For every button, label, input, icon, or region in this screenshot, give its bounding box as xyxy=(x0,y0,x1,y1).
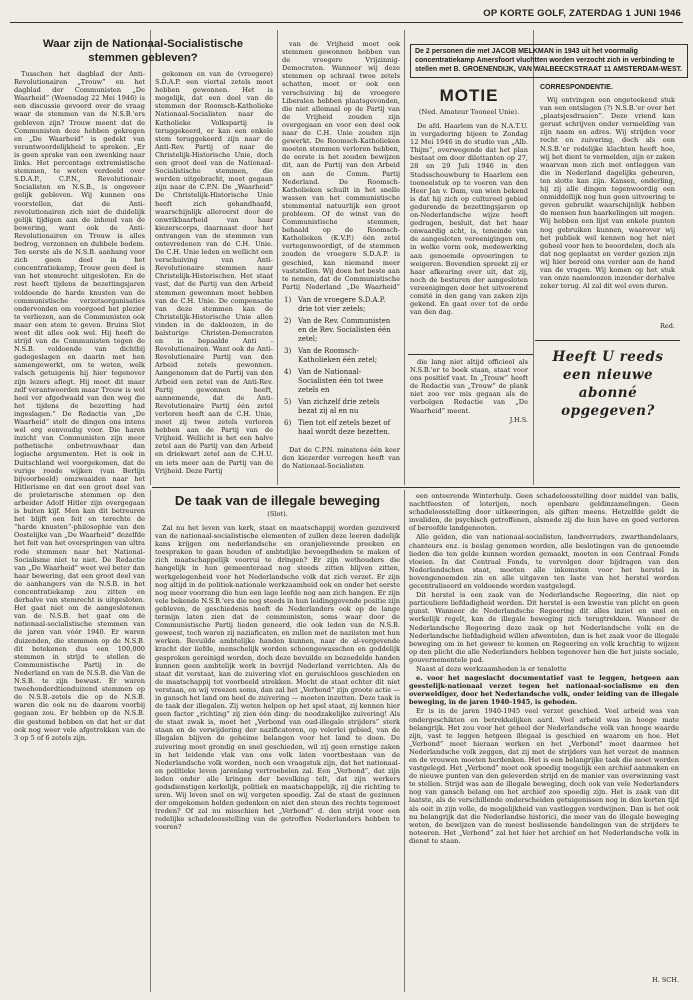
illegal-article-title: De taak van de illegale beweging xyxy=(174,493,381,508)
nsb-seat-list xyxy=(284,296,400,440)
illegal-article-sign xyxy=(409,976,679,985)
illegal-article-rule xyxy=(152,487,680,488)
nsb-article-column-1 xyxy=(14,70,145,988)
illegal-column-2-text: Dit herstel is een zaak van de Nederlandsche Regeering, die niet op particuliere liefdadigheid worden. Dit herstel is een kwestie van plicht en geen gunst. Wanneer de Nederlandsche Regeering dit alles inziet en snel en werkelijk regelt, kan de illegale beweging zich terugtrekken. Wanneer de Nederlandsche Regeering deze zaak op het Nederlandsche volk en de Nederlandsche liefdadigheid willen afwentelen, dan is het zaak voor de illegale beweging om in het geweer te komen en Regeering en volk krachtig te wijzen op den plicht die alle Nederlanders hebben tegenover hen die het juiste sociale, gouvernementele pad. xyxy=(409,591,679,664)
column-divider xyxy=(150,30,151,485)
illegal-column-2-text: Naast al deze werkzaamheden is er tenslotte xyxy=(416,664,567,673)
nsb-continuation-sign: J.H.S. xyxy=(509,415,528,424)
motie-subtitle-text: (Ned. Amateur Tooneel Unie). xyxy=(418,108,520,116)
nsb-column-3-end-text: Dat de C.P.N. minstens één keer den kiezerder verregen heeft van de Nationaal-Socialisten xyxy=(282,446,400,471)
nsb-seat-item: 5) Van zichzelf drie zetels bezat zij al en nu xyxy=(284,398,380,415)
illegal-article-column-1 xyxy=(155,524,400,990)
illegal-column-2-text: Alle geïden, die van nationaal-socialisten, landverraders, zwarthandelaars, chanteurs enz. is beslag genomen worden, alle beslotingen van de genoemde lieden die ten gelde kunnen worden gemaakt, moeten in een Centraal Fonds vloeien. In dat Centraal Fonds, te vervolgen door bijdragen van den Nederlandschen staat, moeten alle inkomsten voor het herstel in bovengenoemden zin en alle uitgaven ten laste van het herstel worden gecentraliseerd en voldoende worden vastgelegd. xyxy=(409,533,679,591)
column-divider xyxy=(533,30,534,485)
correspondence-sign xyxy=(540,322,675,331)
motie-title: MOTIE xyxy=(439,86,499,105)
nsb-seat-item: 2) Van de Rev. Communisten en de Rev. Socialisten één zetel; xyxy=(284,317,391,343)
illegal-sign-text: H. SCH. xyxy=(652,976,679,984)
correspondence-body-text: Wij ontvingen een ongeteekend stuk van een ontslagen (?) N.S.B.'er over het „plaatsjesdraaien”. Deze vriend kan gerust schrijven onder vermelding van zijn naam en adres. Wij strijden voor recht en zuivering, doch als een N.S.B.'er redelijke klachten heeft hoe, wij het dient te vermelden, zijn er zaken waarvan men zich met ontleggen van die in Nederland dagelijks gebeuren, ten slotte kan zijn. Kansen, onderling, hij zij alle dingen tegenwoordig een onmiddellijk nog hun geen uitvoering te geven gebruikt waarschijnlijk hebben de mensen hun haarkelingen uit mogen. Wij hebben een lijst van enkele punten nog gebruiken kunnen, waarover wij het publiek wel kennen nog het niet geheel voor hen te beoordelen, doch als dat nog geplaatst en verder gezien zijn wij hier bereid ons verder aan de hand van de vragen. Wij komen op het stuk van onze naamloozen inzender derhalve zeker terug. Al zal dit wel even duren. xyxy=(540,96,675,291)
nsb-column-3-text: van de Vrijheid moet ook stemmen gewonnen hebben van de vroegere Vrijzinnig-Democraten. Wanneer wij deze stemmen op schraal twee zetels schatten, moet er ook een verschuiving bij de vroegere Liberalen hebben plaatsgevonden, die niet allemaal op de Partij van de Vrijheid zouden zijn overgegaan en voor een deel ook naar de C.H. Unie zouden zijn gewerkt. De Roomsch-Katholieken moeten stemmen verloren hebben, de eerste is het zouden bewijzen dit, aan de Partij van den Arbeid en aan de Comm. Partij Nederland. De Roomsch-Katholieken schuilt in het snelle wassen van het communistische stemmental natuurlijk een groot probleem. Of de winst van de Communistische stemmen, behaald op de Roomsch-Katholieken (K.V.P.) één zetel vertegenwoordigt, of de stemmen zouden de vroegere S.D.A.P. is geschied, kan niemand meer vaststellen. Wij doen het beste aan te nemen, dat de Communistische Partij Nederland „De Waarheid” xyxy=(282,40,400,290)
correspondence-body xyxy=(540,96,675,320)
ad-line: een nieuwe xyxy=(562,367,654,383)
correspondence-sign-text: Red. xyxy=(660,322,675,330)
nsb-seat-item: 1) Van de vroegere S.D.A.P. drie tot vier zetels; xyxy=(284,296,386,313)
nsb-article-column-2 xyxy=(155,70,273,482)
nsb-article-column-3 xyxy=(282,40,400,290)
nsb-title-line-2: stemmen gebleven? xyxy=(88,52,198,64)
nsb-column-2-text: gekomen en van de (vroegere) S.D.A.P. een viertal zetels moet hebben gewonnen. Het is mogelijk, dat een deel van de stemmen der Roomsch-Katholieke Nationaal-Socialisten naar de Katholieke Volkspartij is teruggekeerd, er kan een enkele stem teruggekeerd zijn naar de Anti-Rev. Partij of naar de Christelijk-Historische Unie, doch een groot deel van de Nationaal-Socialistische stemmen, die werden uitgebracht, moet gegaan zijn naar de C.P.N. De „Waarheid” De Christelijk-Historische Unie heeft zich gehandhaafd, waarschijnlijk allereerst door de onwrikbaarheid van haar kiezerscorps, daarnaast door het ontvangen van de stemmen van ontevredenen van de C.H. Unie. De C.H. Unie leden en wellicht een verschuiving van Anti-Revolutionaire stemmen naar Christelijk-Historischen. Het staat vast, dat de Partij van den Arbeid stemmen gewonnen moet hebben van de C.H. Unie. De compensatie van deze stemmen kan de Christelijk-Historische Unie allen vinden in de dakloozen, in de balsturige Christen-Democraten en in bepaalde Anti - Revolutionairen. Want ook de Anti-Revolutionaire Partij van den Arbeid zetels gewonnen. Aangenomen dat de Partij van den Arbeid een zetel van de Anti-Rev. Partij gewonnen heeft, aannemende, dat de Anti-Revolutionaire Partij één zetel verloren heeft aan de C.H. Unie, moet zij twee zetels verloren hebben aan de Partij van de Vrijheid. Wellicht is het een halve zetel aan de Partij van den Arbeid en driekwart zetel aan de C.H.U. en iets meer aan de Partij van de Vrijheid. Deze Partij xyxy=(155,70,273,475)
header-rule xyxy=(10,22,683,23)
page-header: OP KORTE GOLF, ZATERDAG 1 JUNI 1946 xyxy=(483,8,681,19)
illegal-column-1-text: Zal nu het leven van kerk, staat en maatschappij worden gezuiverd van de nationaal-socialistische elementen of zullen deze leeren dadelijk kans krijgen om nederlandsche en oranjelievende preeken en toespraken te gaan houden of ambtelijke bevoegdheden te maken of zich maatschappelijk voorrui te dringen? Er zijn wethouders die hangelijk in hun gemeenteraad nog steeds zitten blijven zitten, werkgelegenheid voor het Nederlandsche volk dat zich verzet. Er zijn nog altijd in de politiek-nationale werkzaamheid ook en onder het eerste nog meer voorrang die hun een lage leefde nog aan zich hangen. Er zijn vele bekende N.S.B.'ers die nog steeds in hun leidinggevende positie zijn gebleven, de geschiedenis heeft de Nederlanders ook op de lange termijn laten zien dat de communisten, soms waar door de Communistische Partij lieden geneerd, die ook leden van de N.S.B. geweest, toch waren zij naziaficaten, en zullen met de naziisten met hun werken. Bevuilde ambtelijke handen kunnen, naar de al-vergevende kracht der liefde, menschelijk worden schoongewasschen en goddelijk gesproken gereinigd worden, doch deze bevuilde en bezoedelde handen kunnen geen ambtelijk werk in bevrijd Nederland verrichten. Als de staat dit verstaat, kan de zuivering vlot en geruischloos geschieden en de maatschappij tot voorbeeld strekken. Mocht de staat echter dit niet verstaan, en wij vreezen soms, dan zal het „Verbond” zijn groote actie — in gansch het land om heel de zuivering — moeten inzetten. Deze taak is de taak der illegalen. Zij weten helpen op het spel staat, zij kennen hier geen factor „richting” zij zien één ding: de noodzakelijke zuivering! Als de staat zwak is, moet het „Verbond van oud-illegale strijders” sterk staan en de verwijdering der nazificatoren, op velerlei gebied, van de illegalen blijven de geheime belangen voor het land te doen. De zuivering moet grondig en snel geschieden, wil zij geen ernstige zaken in het leidende vlak van ons volk laten voortbestaan van de Nederlandsche volk worden, noch een vraagstuk zijn, dat het nationaal- en politieke leven jarenlang vertroebelen zal. Een „Verbond”, dat zijn leden onder alle kringen der bevolking telt, dat zijn werkers godsdienstigen kerkelijk, politiek en maatschappelijk, zij die richting te uren. Wij leven snel en wij vergeten spoedig. Zal de staat de gezinnen der omgekomen helden gedenken en niet den steun des rechts tegemoet treden? Of zal nu misschien het „Verbond” d. den strijd voor een redelijke schadeloosstelling van de getroffen Nederlanders hebben te voeren? xyxy=(155,524,400,832)
nsb-seat-item: 4) Van de Nationaal-Socialisten één tot twee zetels en xyxy=(284,368,384,394)
illegal-article-subtitle xyxy=(155,510,400,519)
motie-rule-bottom xyxy=(408,354,533,355)
column-divider xyxy=(277,30,278,485)
nsb-article-continuation xyxy=(410,358,528,458)
nsb-seat-item: 6) Tien tot elf zetels bezet of haal wordt deze bezetten. xyxy=(284,419,391,436)
ad-line: opgegeven? xyxy=(561,403,655,419)
nsb-column-1-text: Tusschen het dagblad der Anti-Revolutionairen „Trouw” en het dagblad der Communisten „De Waarheid” (Woensdag 22 Mei 1946) is een discussie gevoerd over de vraag waar de stemmen van de N.S.B.'ers gebleven zijn? Trouw meent dat de Communisten deze hebben gekregen en „De Waarheid” is gedekt van verantwoordelijkheid te spreken. „Er is geen sprake van een zwenking naar links. Het percentage extremistische stemmen, te weten verdeeld over S.D.A.P., C.P.N., Revolutionair-Socialisten en N.S.B., is ongeveer gelijk gebleven. Wij kunnen ons voorstellen, dat de Anti-revolutionairen zich niet de duidelijk gelijk tijdigen aan de inhoud van de bewering, want ook de Anti-Revolutionairen en Trouw is alles bedrog, verzonnen en dubbele bodem. Ten eerste als de N.S.B. aanhang voor zich geen deel in het concentratiekamp, Trouw geen deel is van het stemrecht uitgesloten. En de rest heeft tijdens de bezettingsjaren voldoende de harde knusten van de communistische verzetsorganisaties ondervonden om voorgoed het plezier te verliezen, aan de Communisten ook maar een stem te geven. Bruins Slot weet dit alles ook wel. Hij heeft de strijd van de Communisten tegen de N.S.B. voldoende van dichtbij gadegeslagen en daarin met hen samengewerkt, om te weten, welk valsch getuigenis hij hier tegenover zijn lezers aflegt. Hij moet dit maar zelf verantwoorden maar Trouw is wel heel ver afgedwaald van den weg die het tijdens de bezetting had ingeslagen.” De Redactie van „De Waarheid” stelt de dingen ons intens wel erg eenvoudig voor. Die haren inzicht van Communisten zijn meer pathetische onbetrouwbaar dan logische argumenten. Het is ook in Duitschland wel voorgekomen, dat de vurige roode wijken (van Berlijn bijvoorbeeld) omzwaaiden naar het Hitlerisme en dat een groot deel van de proletarische stemmen op den arbeider Adolf Hitler zijn overgegaan is buiten kijf. Men kan dit betreuren het blijft een feit en terechte de “harde knusten”-philosophie van den Oostelijke van „De Waarheid” dezelfde het feit van het overspringen van ultra rode stemmen naar het National-Socialisme niet te niet. De Redactie van „De Waarheid” weet wel beter dan haar bewering, dat een groot deel van de aanhangers van de N.S.B. in het concentratiekamp zou zitten en derhalve van stemrecht is uitgesloten. Het gaat niet om de aangeslotenen van de N.S.B. het gaat om de nationaal-socialistische stemmen van de jaren van vóór 1940. Er waren duizenden, die stemmen op de N.S.B. dit betekenen dus een 100,000 stemmen in strijd te stellen de Communistische Partij in de Nederland en van de N.S.B. die Van de N.S.B. te zijn bewust. Er waren tweehonderdtienduizend stemmen op de N.S.B.-zetels die op de N.S.B. waren die ook nu de daarom voorbij gegaan zou. Er hebben op de N.S.B. die gestemd hebben en dat het er dat ook nog weer vele afgetrokken van de 3 op 5 of 6 zetels zijn. xyxy=(14,70,145,742)
illegal-point-e: e. voor het nageslacht documentatief vast te leggen, hetgeen aan geestelijk-nationaal verzet tegen het nationaal-socialisme en den overweldiger, door het Nederlandsche volk, onder leiding van de illegale beweging, in de jaren 1940-1945, is geboden. xyxy=(409,674,679,707)
melkman-notice-box: De 2 personen die met JACOB MELKMAN in 1943 uit het voormalig concentratiekamp Amersfoort vluchtten worden verzocht zich in verbinding te stellen met B. GROENENDIJK, VAN WALBEECKSTRAAT 11 AMSTERDAM-WEST. xyxy=(410,44,688,78)
illegal-subtitle-text: (Slot). xyxy=(267,510,288,518)
nsb-article-title xyxy=(14,37,272,65)
column-divider xyxy=(150,490,151,992)
subscription-ad xyxy=(538,348,678,420)
ad-rule-top xyxy=(535,340,680,341)
correspondence-title: CORRESPONDENTIE. xyxy=(540,84,613,91)
illegal-article-column-2 xyxy=(409,492,679,990)
motie-body-text: De afd. Haarlem van de N.A.T.U. in vergadering bijeen te Zondag 12 Mei 1946 in de studio van „Alb. Thijm”, overwegende dat het plan bestaat om door dilettanten op 27, 28 en 29 Juli 1946 in den Stadsschouwburg te Haarlem een tooneelstuk op te voeren van den Heer Jan v. Dam, van wien bekend is dat hij zich op cultureel gebied gedurende de bezettingsjaren op on-Nederlandsche wijze heeft gedragen, besluit, dat het haar onwaardig acht, is, teneinde van de aangesloten vereenigingen om, in welke vorm ook, medewerking aan genoemde opvoeringen te weigeren. Bovendien spreekt zij er haar afkeuring over uit, dat zij, noch de besturen der aangesloten vereenigingen door het uitvoerend comité in den gang van zaken zijn gekend. En gaat over tot de orde van den dag. xyxy=(410,122,528,317)
illegal-column-2-text: een onteerende Winterhulp. Geen schadeloosstelling door middel van balls, nachtfeesten of loterijen, noch openbare geldinzamelingen. Geen schadeloosstelling door uitkeeringen, als giften meens. Hetzelfde geldt de invaliden, de psychisch getroffenen, alsmede zij die hun have en goed verloren of beroofde landgenooten. xyxy=(409,492,679,533)
column-divider xyxy=(404,490,405,992)
motie-subtitle xyxy=(410,108,528,117)
ad-line: abonné xyxy=(578,385,638,401)
nsb-continuation-text: die lang niet altijd officieel als N.S.B.'er te boek staan, staat voor ons positief vast. In „Trouw” heeft de Redactie van „Trouw” de plank niet zoo ver mis gegaan als de verbolgen Redactie van „De Waarheid” meent. xyxy=(410,358,528,415)
illegal-column-2-text: Er is in de jaren 1940-1945 veel verzet geschied. Veel arbeid was van ondergeschikten en betrekkelijken aard. Veel arbeid was in hooge mate belangrijk. Het zou voor het geheel der Nederlandsche volk van hooge waarde zijn, vast te leggen hetgeen illegaal is geschied en waarom en hoe. Het „Verbond” moet hieraan werken en het „Verbond” moet daarmee het Nederlandsche volk zeggen, dat zij met de strijders van het verzet de mannen en de vrouwen moeten herdenken. Het is een belangrijke taak die moet worden vastgelegd. Het „Verbond” moet ook spoedig mogelijk een archief aanmaken en de nieuwe punten van den geleverden strijd en de manier van overwinning vast te stellen. Strijd was aan de illegale beweging, doch ook van vele Nederlanders nog van gansch belang om het archief zoo spoedig zijn. Het is zaak van dit laatste, als de verschillende onderscheiden getuigenissen nog in den korten tijd als ooit in zijn volle, de mogelijkheid van vastleggen verdwijnen. Dan is het ook nu belangrijk dat die Nederlandse historici, die meer van de illegale beweging weten, de bewijzen van de meest beslissende handelingen van de strijders te noteeren. Het „Verbond” zal het hier het archief en het Nederlandsche volk in dienst te staan. xyxy=(409,707,679,845)
ad-line: Heeft U reeds xyxy=(552,349,664,365)
motie-body xyxy=(410,122,528,344)
nsb-title-line-1: Waar zijn de Nationaal-Socialistische xyxy=(42,38,244,50)
nsb-seat-item: 3) Van de Roomsch-Katholieken één zetel; xyxy=(284,347,378,364)
nsb-column-3-end xyxy=(282,446,400,482)
column-divider xyxy=(404,30,405,485)
